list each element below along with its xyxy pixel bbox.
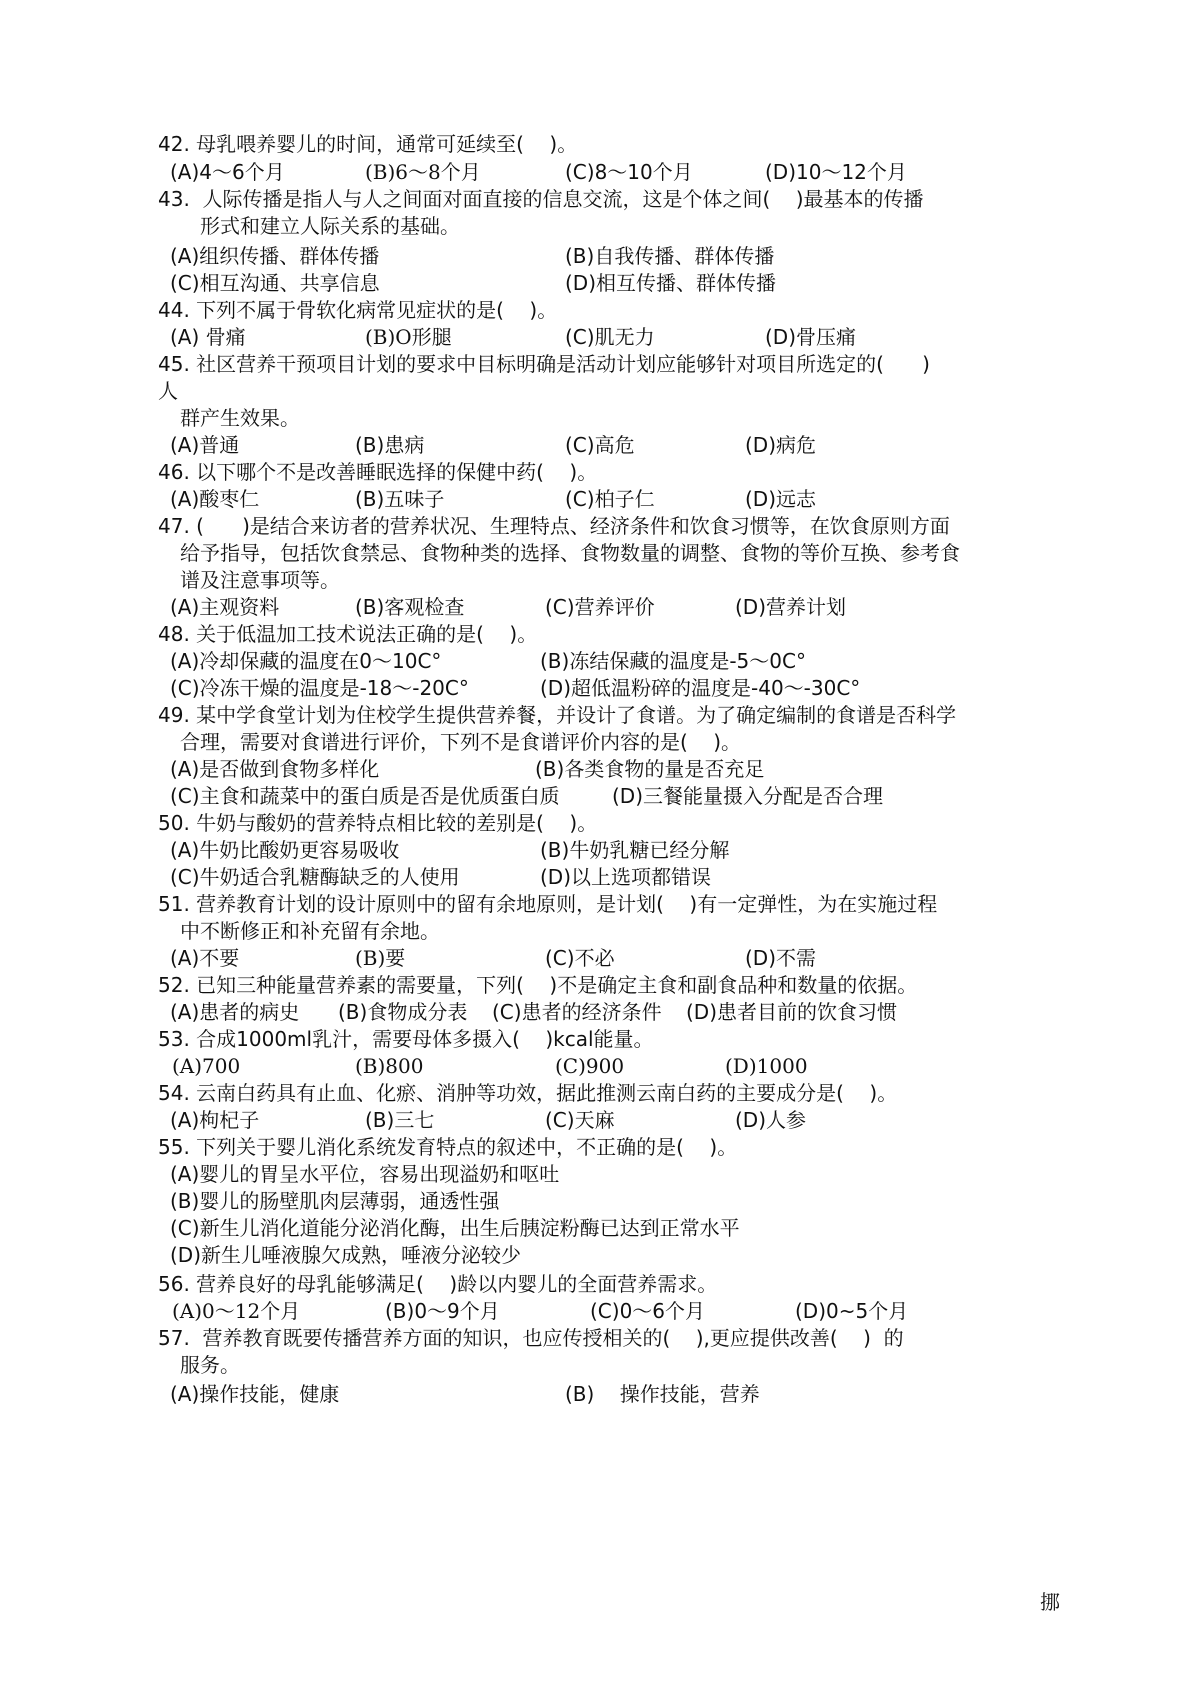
question-49-option-a: (A)是否做到食物多样化 [170,757,380,781]
question-55-option-c: (C)新生儿消化道能分泌消化酶，出生后胰淀粉酶已达到正常水平 [170,1216,740,1240]
question-50-option-d: (D)以上选项都错误 [540,865,712,889]
question-42-option-c: (C)8～10个月 [565,160,693,184]
question-54-stem: 54. 云南白药具有止血、化瘀、消肿等功效，据此推测云南白药的主要成分是( )。 [158,1081,898,1105]
question-47-option-a: (A)主观资料 [170,595,280,619]
question-51-stem-line1: 51. 营养教育计划的设计原则中的留有余地原则，是计划( )有一定弹性，为在实施过程 [158,892,938,916]
question-44-option-a: (A) 骨痛 [170,325,246,349]
question-53-option-c: (C)900 [555,1054,625,1078]
question-48-option-b: (B)冻结保藏的温度是-5～0C° [540,649,806,673]
question-50-option-c: (C)牛奶适合乳糖酶缺乏的人使用 [170,865,460,889]
question-46-option-a: (A)酸枣仁 [170,487,260,511]
question-53-stem: 53. 合成1000ml乳汁，需要母体多摄入( )kcal能量。 [158,1027,654,1051]
question-47-option-b: (B)客观检查 [355,595,465,619]
question-42-option-b: (B)6～8个月 [365,160,481,184]
question-51-option-a: (A)不要 [170,946,240,970]
question-45-option-d: (D)病危 [745,433,817,457]
question-54-option-a: (A)枸杞子 [170,1108,260,1132]
question-46-option-c: (C)柏子仁 [565,487,655,511]
question-53-option-d: (D)1000 [725,1054,808,1078]
question-57-stem-line1: 57. 营养教育既要传播营养方面的知识，也应传授相关的( ),更应提供改善( ) 的 [158,1326,904,1350]
question-46-option-d: (D)远志 [745,487,817,511]
question-56-option-b: (B)0～9个月 [385,1299,500,1323]
question-43-stem-line2: 形式和建立人际关系的基础。 [200,214,460,238]
question-48-option-d: (D)超低温粉碎的温度是-40～-30C° [540,676,861,700]
question-43-option-b: (B)自我传播、群体传播 [565,244,775,268]
question-50-option-a: (A)牛奶比酸奶更容易吸收 [170,838,400,862]
question-55-option-a: (A)婴儿的胃呈水平位，容易出现溢奶和呕吐 [170,1162,560,1186]
question-46-option-b: (B)五味子 [355,487,445,511]
question-55-stem: 55. 下列关于婴儿消化系统发育特点的叙述中，不正确的是( )。 [158,1135,738,1159]
question-55-option-b: (B)婴儿的肠壁肌肉层薄弱，通透性强 [170,1189,500,1213]
question-42-option-d: (D)10～12个月 [765,160,907,184]
question-56-stem: 56. 营养良好的母乳能够满足( )龄以内婴儿的全面营养需求。 [158,1272,718,1296]
question-51-option-d: (D)不需 [745,946,817,970]
corner-mark: 挪 [1040,1590,1060,1614]
question-48-option-c: (C)冷冻干燥的温度是-18～-20C° [170,676,469,700]
question-44-stem: 44. 下列不属于骨软化病常见症状的是( )。 [158,298,558,322]
question-45-option-c: (C)高危 [565,433,635,457]
question-48-option-a: (A)冷却保藏的温度在0～10C° [170,649,442,673]
question-52-stem: 52. 已知三种能量营养素的需要量，下列( )不是确定主食和副食品种和数量的依据。 [158,973,918,997]
question-47-stem-line3: 谱及注意事项等。 [180,568,340,592]
question-57-option-b: (B) 操作技能，营养 [565,1382,760,1406]
question-49-stem-line1: 49. 某中学食堂计划为住校学生提供营养餐，并设计了食谱。为了确定编制的食谱是否科学 [158,703,957,727]
question-52-option-b: (B)食物成分表 [338,1000,468,1024]
question-51-stem-line2: 中不断修正和补充留有余地。 [180,919,440,943]
question-50-stem: 50. 牛奶与酸奶的营养特点相比较的差别是( )。 [158,811,598,835]
question-47-option-c: (C)营养评价 [545,595,655,619]
question-42-stem: 42. 母乳喂养婴儿的时间，通常可延续至( )。 [158,132,578,156]
question-54-option-b: (B)三七 [365,1108,435,1132]
question-43-stem-line1: 43. 人际传播是指人与人之间面对面直接的信息交流，这是个体之间( )最基本的传播 [158,187,924,211]
question-52-option-a: (A)患者的病史 [170,1000,300,1024]
question-45-option-a: (A)普通 [170,433,240,457]
question-44-option-b: (B)O形腿 [365,325,452,349]
question-42-option-a: (A)4～6个月 [170,160,285,184]
question-45-stem-line2: 人 [158,379,178,403]
question-48-stem: 48. 关于低温加工技术说法正确的是( )。 [158,622,538,646]
question-47-stem-line1: 47. ( )是结合来访者的营养状况、生理特点、经济条件和饮食习惯等，在饮食原则方面 [158,514,950,538]
question-51-option-b: (B)要 [355,946,406,970]
question-55-option-d: (D)新生儿唾液腺欠成熟，唾液分泌较少 [170,1243,522,1267]
question-53-option-a: (A)700 [172,1054,241,1078]
question-43-option-d: (D)相互传播、群体传播 [565,271,777,295]
question-44-option-d: (D)骨压痛 [765,325,857,349]
question-54-option-c: (C)天麻 [545,1108,615,1132]
question-44-option-c: (C)肌无力 [565,325,655,349]
question-49-option-b: (B)各类食物的量是否充足 [535,757,765,781]
question-56-option-a: (A)0～12个月 [172,1299,301,1323]
question-43-option-a: (A)组织传播、群体传播 [170,244,380,268]
question-52-option-d: (D)患者目前的饮食习惯 [686,1000,898,1024]
question-52-option-c: (C)患者的经济条件 [492,1000,662,1024]
question-46-stem: 46. 以下哪个不是改善睡眠选择的保健中药( )。 [158,460,598,484]
question-57-option-a: (A)操作技能，健康 [170,1382,340,1406]
question-49-stem-line2: 合理，需要对食谱进行评价，下列不是食谱评价内容的是( )。 [180,730,742,754]
question-56-option-c: (C)0～6个月 [590,1299,706,1323]
question-43-option-c: (C)相互沟通、共享信息 [170,271,380,295]
question-45-stem-line1: 45. 社区营养干预项目计划的要求中目标明确是活动计划应能够针对项目所选定的( ) [158,352,930,376]
question-49-option-d: (D)三餐能量摄入分配是否合理 [612,784,884,808]
question-47-option-d: (D)营养计划 [735,595,847,619]
question-45-option-b: (B)患病 [355,433,425,457]
question-50-option-b: (B)牛奶乳糖已经分解 [540,838,730,862]
question-49-option-c: (C)主食和蔬菜中的蛋白质是否是优质蛋白质 [170,784,560,808]
question-45-stem-line3: 群产生效果。 [180,406,300,430]
question-53-option-b: (B)800 [355,1054,424,1078]
question-54-option-d: (D)人参 [735,1108,807,1132]
question-57-stem-line2: 服务。 [180,1353,240,1377]
question-56-option-d: (D)0~5个月 [795,1299,909,1323]
question-51-option-c: (C)不必 [545,946,615,970]
question-47-stem-line2: 给予指导，包括饮食禁忌、食物种类的选择、食物数量的调整、食物的等价互换、参考食 [180,541,960,565]
